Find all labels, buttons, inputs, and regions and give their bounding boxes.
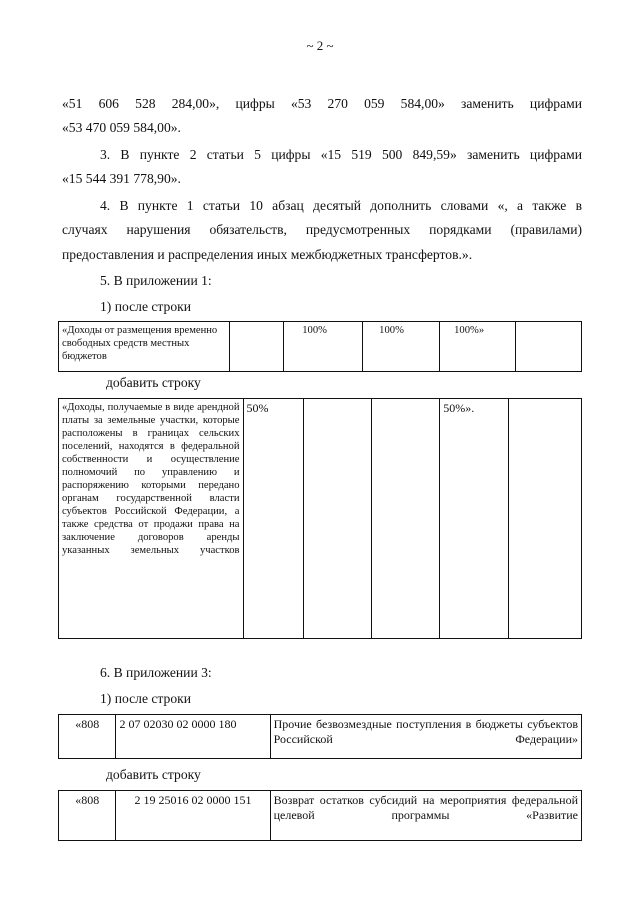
table-cell-name: «Доходы от размещения временно свободных средств местных бюджетов — [59, 322, 230, 372]
table-cell — [229, 322, 284, 372]
table-row — [59, 791, 582, 841]
table-income-row — [58, 321, 582, 372]
table-cell-code: «808 — [59, 715, 116, 759]
add-row-label: добавить строку — [106, 375, 201, 390]
table-app3-row-added — [58, 790, 582, 841]
page-number: ~ 2 ~ — [306, 38, 334, 53]
table-cell-name: Возврат остатков субсидий на мероприятия федеральной целевой программы «Развитие — [270, 791, 581, 841]
paragraph-subitem: 1) после строки — [100, 299, 191, 314]
table-cell: 50% — [243, 399, 303, 639]
paragraph-line: случаях нарушения обязательств, предусмотренных порядками (правилами) — [62, 222, 582, 237]
table-row — [59, 322, 582, 372]
paragraph-line: «53 470 059 584,00». — [62, 120, 181, 135]
table-app3-row — [58, 714, 582, 759]
add-row-label: добавить строку — [106, 767, 201, 782]
table-cell-name: «Доходы, получаемые в виде арендной платы за земельные участки, которые расположены в границах сельских поселений, находятся в федеральной собственности и осуществление полномочий по управлению и распоряжению которыми передано органам государственной власти субъектов Российской Федерации, а также средства от продажи права на заключение договоров аренды указанных земельных участков — [59, 399, 244, 639]
paragraph-subitem: 1) после строки — [100, 691, 191, 706]
table-cell — [515, 322, 581, 372]
table-row — [59, 715, 582, 759]
table-cell — [303, 399, 371, 639]
table-income-row-added — [58, 398, 582, 639]
table-cell: 100%» — [440, 322, 515, 372]
table-cell-kbk: 2 07 02030 02 0000 180 — [116, 715, 270, 759]
paragraph-line: 4. В пункте 1 статьи 10 абзац десятый дополнить словами «, а также в — [100, 198, 582, 213]
paragraph-line: «15 544 391 778,90». — [62, 171, 181, 186]
table-cell: 100% — [284, 322, 363, 372]
table-cell: 100% — [363, 322, 440, 372]
paragraph-line: «51 606 528 284,00», цифры «53 270 059 584,00» заменить цифрами — [62, 96, 582, 111]
table-cell: 50%». — [440, 399, 508, 639]
table-cell-code: «808 — [59, 791, 116, 841]
table-cell-name: Прочие безвозмездные поступления в бюджеты субъектов Российской Федерации» — [270, 715, 581, 759]
table-cell — [508, 399, 581, 639]
paragraph-heading: 5. В приложении 1: — [100, 273, 212, 288]
table-cell — [371, 399, 439, 639]
table-cell-kbk: 2 19 25016 02 0000 151 — [116, 791, 270, 841]
table-row — [59, 399, 582, 639]
paragraph-heading: 6. В приложении 3: — [100, 665, 212, 680]
paragraph-line: предоставления и распределения иных межбюджетных трансфертов.». — [62, 247, 473, 262]
paragraph-line: 3. В пункте 2 статьи 5 цифры «15 519 500 849,59» заменить цифрами — [100, 147, 582, 162]
